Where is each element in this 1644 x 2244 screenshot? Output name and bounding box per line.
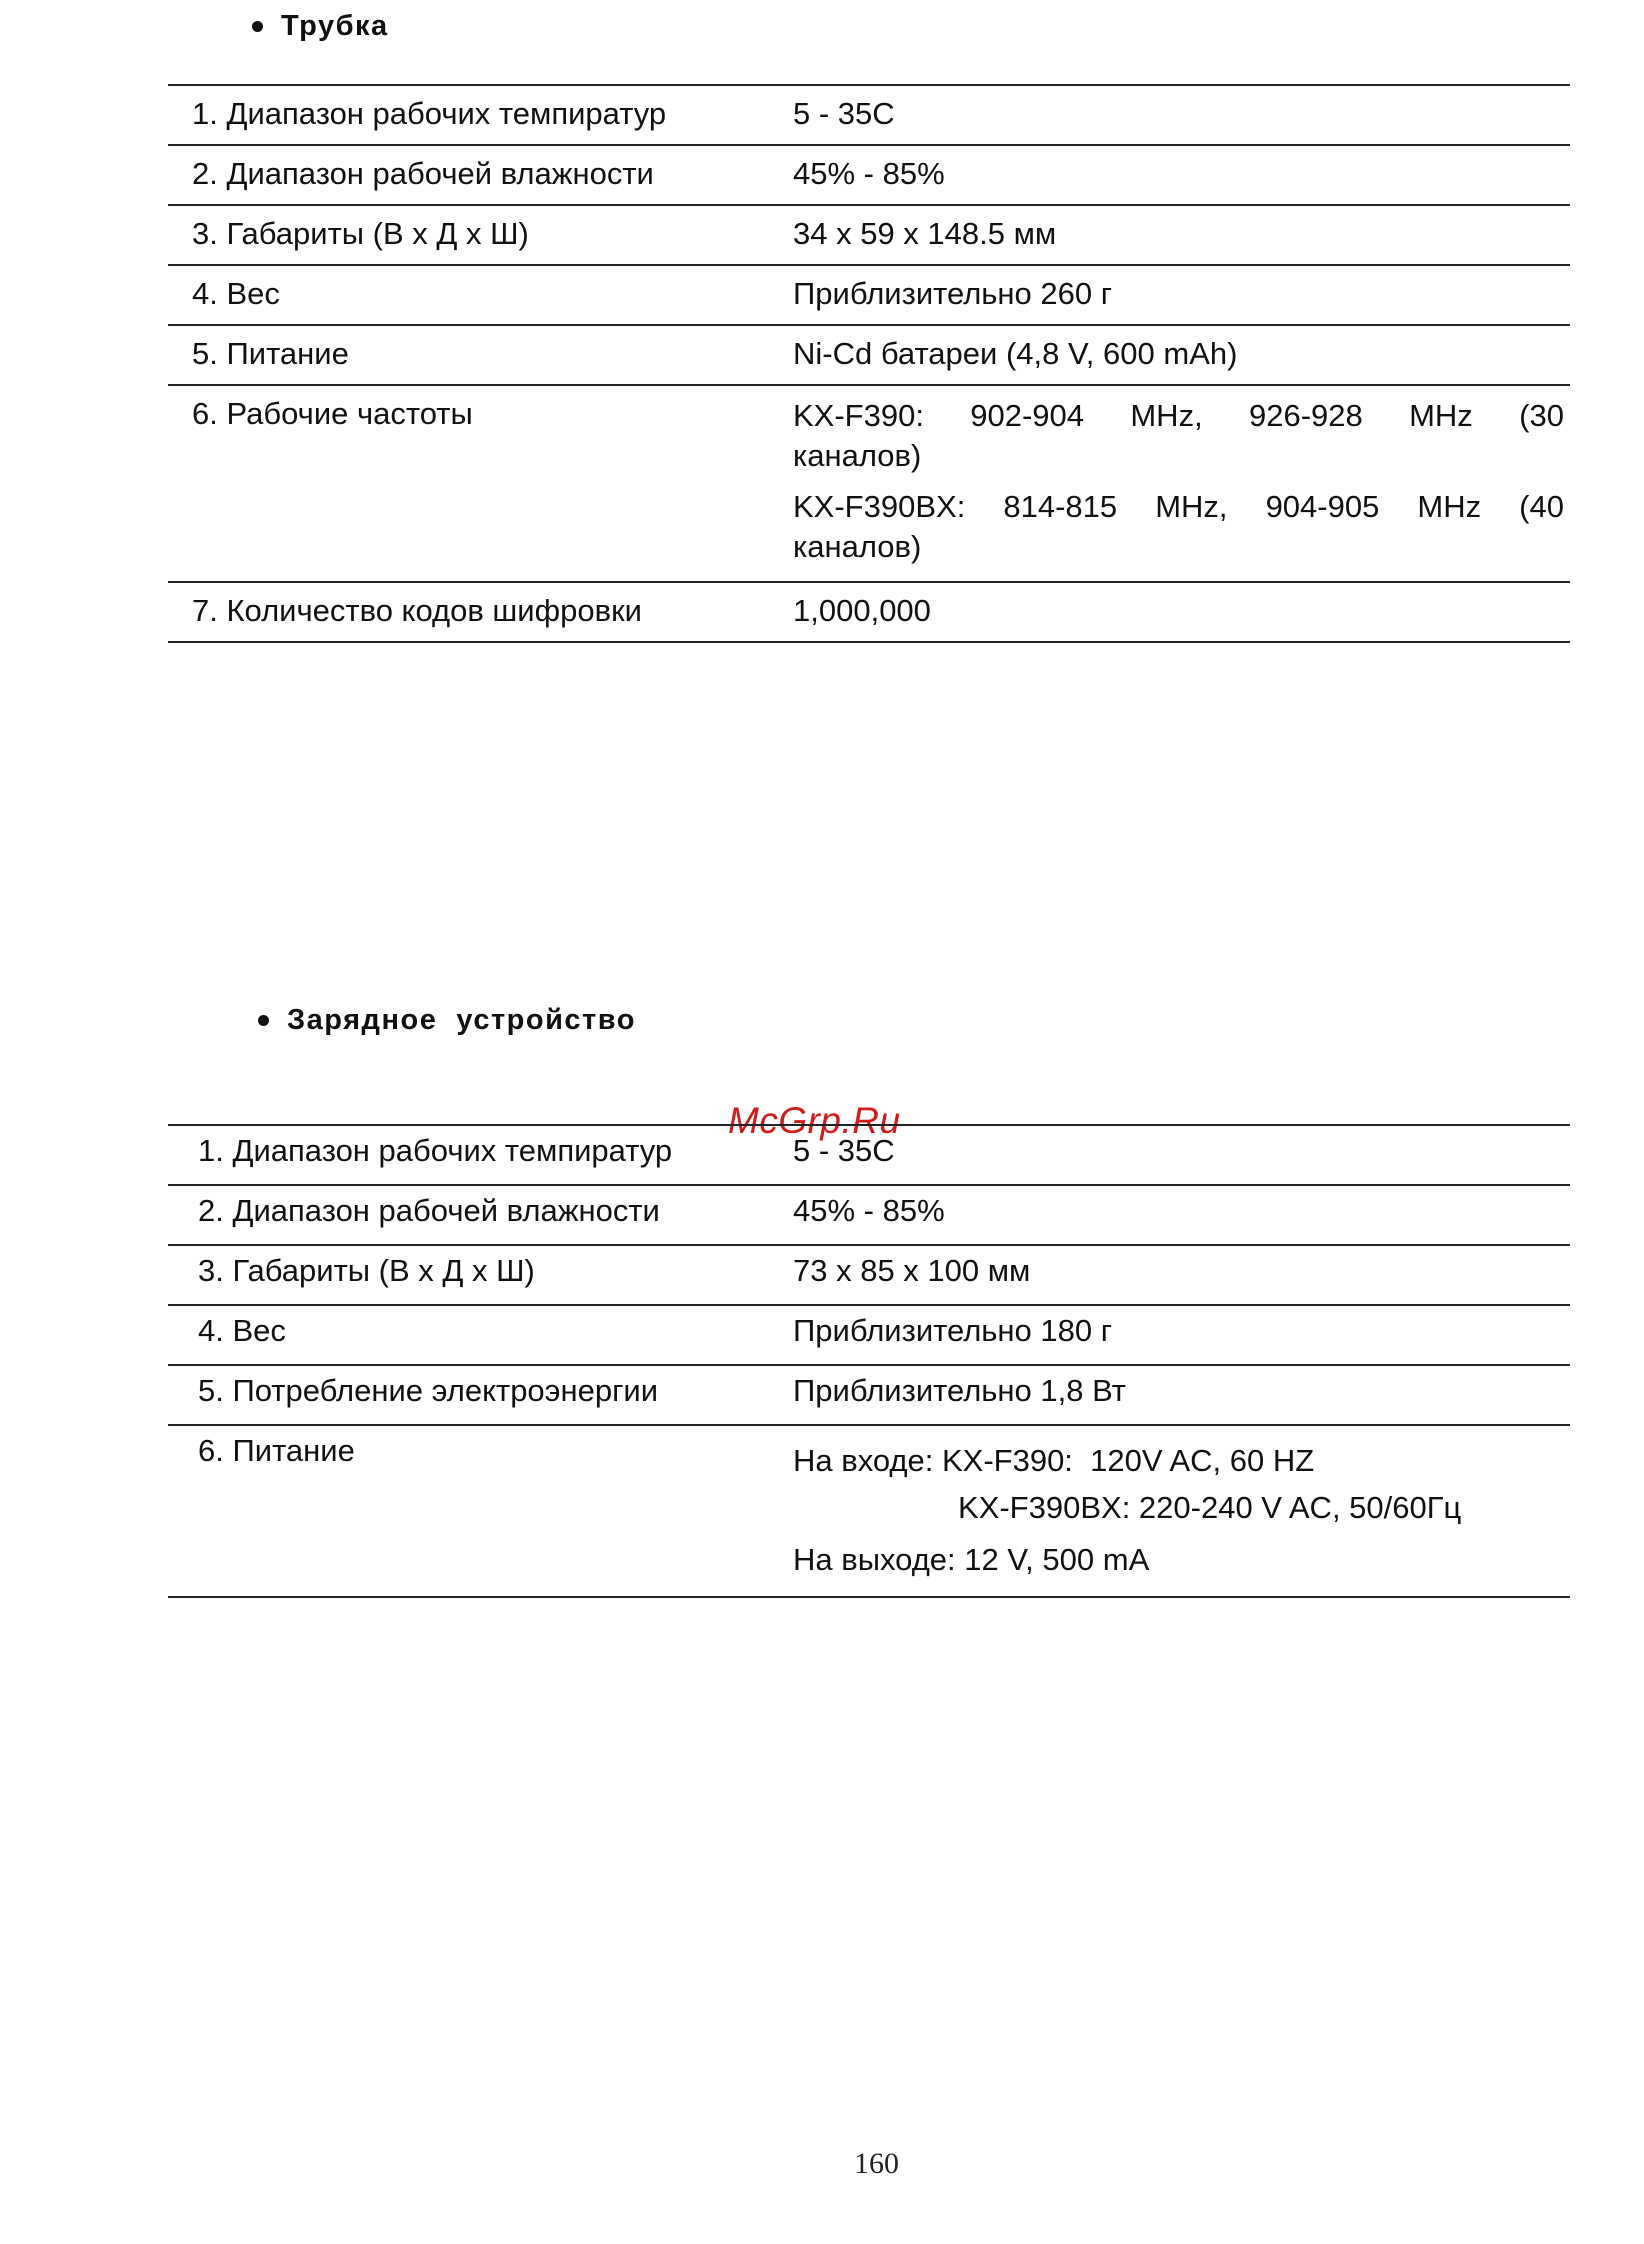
spec-value: 1,000,000 [793,593,931,628]
spec-value: Приблизительно 1,8 Вт [793,1373,1126,1408]
spec-value: 5 - 35C [793,1133,895,1168]
spec-value: Приблизительно 180 г [793,1313,1113,1348]
spec-label: 7. Количество кодов шифровки [192,593,642,628]
table-row [168,1426,1570,1598]
page-number: 160 [854,2147,899,2180]
charger-heading-text: Зарядное устройство [287,1004,636,1036]
spec-label: 5. Потребление электроэнергии [198,1373,659,1408]
spec-value: 45% - 85% [793,156,945,191]
spec-label: 6. Рабочие частоты [192,396,473,431]
spec-label: 2. Диапазон рабочей влажности [192,156,654,191]
bullet-icon [252,21,263,32]
spec-value: 5 - 35C [793,96,895,131]
table-row [168,1186,1570,1246]
handset-spec-table [168,84,1570,643]
frequency-values [793,386,1570,581]
table-row [168,86,1570,146]
spec-value: Ni-Cd батареи (4,8 V, 600 mAh) [793,336,1238,371]
table-row [168,583,1570,643]
frequency-line-kx-f390-channels: каналов) [793,438,922,474]
charger-spec-table [168,1124,1570,1598]
spec-label: 1. Диапазон рабочих темпиратур [198,1133,673,1168]
spec-label: 4. Вес [192,276,280,311]
spec-label: 6. Питание [198,1433,355,1468]
frequency-line-kx-f390bx-channels: каналов) [793,528,922,564]
power-output: На выходе: 12 V, 500 mA [793,1541,1150,1577]
power-input-kx-f390bx: KX-F390BX: 220-240 V AC, 50/60Гц [958,1489,1462,1525]
table-row [168,146,1570,206]
spec-value: 73 х 85 х 100 мм [793,1253,1031,1288]
spec-value: Приблизительно 260 г [793,276,1113,311]
table-row [168,1366,1570,1426]
table-row [168,1246,1570,1306]
charger-heading [258,1004,636,1037]
frequency-line-kx-f390: KX-F390: 902-904 MHz, 926-928 MHz (30 [793,398,1564,433]
table-row [168,1306,1570,1366]
table-row [168,206,1570,266]
bullet-icon [258,1015,269,1026]
handset-heading [252,10,389,43]
spec-label: 3. Габариты (В х Д х Ш) [192,216,529,251]
frequency-line-kx-f390bx: KX-F390BX: 814-815 MHz, 904-905 MHz (40 [793,488,1564,524]
spec-label: 4. Вес [198,1313,286,1348]
spec-value: 45% - 85% [793,1193,945,1228]
handset-heading-text: Трубка [281,10,389,42]
spec-label: 3. Габариты (В х Д х Ш) [198,1253,535,1288]
table-row [168,1126,1570,1186]
table-row [168,386,1570,583]
spec-label: 2. Диапазон рабочей влажности [198,1193,660,1228]
power-input-kx-f390: На входе: KX-F390: 120V AC, 60 HZ [793,1443,1315,1478]
table-row [168,326,1570,386]
spec-label: 5. Питание [192,336,349,371]
spec-label: 1. Диапазон рабочих темпиратур [192,96,667,131]
watermark: McGrp.Ru [728,1100,901,1141]
table-row [168,266,1570,326]
power-values [793,1426,1570,1596]
spec-value: 34 х 59 х 148.5 мм [793,216,1057,251]
